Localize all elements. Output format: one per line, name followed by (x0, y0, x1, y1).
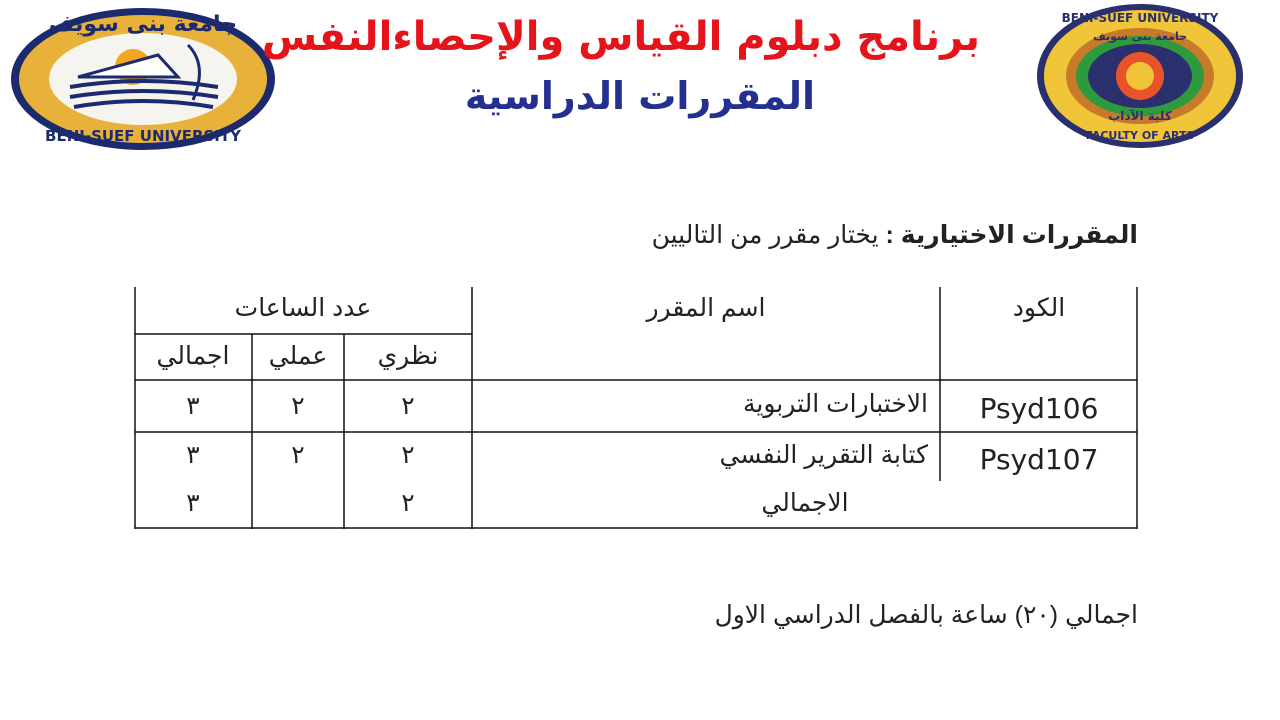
program-title: برنامج دبلوم القياس والإحصاءالنفس (261, 14, 980, 60)
header-theory: نظري (377, 342, 439, 370)
row-2-theory: ٢ (401, 441, 415, 469)
row-2-total: ٣ (186, 441, 200, 469)
row-1-theory: ٢ (401, 392, 415, 420)
faculty-of-arts-logo (1036, 2, 1244, 150)
elective-courses-heading (652, 220, 1138, 250)
svg-text:كلية الآداب: كلية الآداب (1108, 109, 1172, 123)
row-2-code: Psyd107 (979, 443, 1099, 476)
row-2-practical: ٢ (291, 441, 305, 469)
svg-text:BENI-SUEF UNIVERSITY: BENI-SUEF UNIVERSITY (45, 127, 241, 145)
elective-label: المقررات الاختيارية : (885, 221, 1138, 249)
svg-text:جامعة بنى سويف: جامعة بنى سويف (1092, 30, 1188, 43)
totals-label: الاجمالي (761, 489, 849, 517)
elective-note: يختار مقرر من التاليين (651, 221, 879, 249)
totals-theory: ٢ (401, 489, 415, 517)
courses-subtitle: المقررات الدراسية (464, 74, 816, 118)
totals-total: ٣ (186, 489, 200, 517)
semester-total-hours: اجمالي (٢٠) ساعة بالفصل الدراسي الاول (714, 601, 1138, 629)
row-1-code: Psyd106 (979, 392, 1099, 425)
svg-text:FACULTY OF ARTS: FACULTY OF ARTS (1085, 129, 1195, 142)
header-total: اجمالي (156, 342, 230, 370)
svg-text:جامعة بنى سويف: جامعة بنى سويف (48, 12, 238, 37)
courses-table (134, 287, 1138, 529)
header-code: الكود (1012, 294, 1066, 322)
row-1-practical: ٢ (291, 392, 305, 420)
header-hours: عدد الساعات (234, 294, 372, 322)
header-course-name: اسم المقرر (646, 294, 766, 322)
row-1-course-name: الاختبارات التربوية (743, 390, 928, 418)
svg-text:BENI-SUEF UNIVERSITY: BENI-SUEF UNIVERSITY (1061, 11, 1219, 25)
row-2-course-name: كتابة التقرير النفسي (719, 441, 928, 469)
beni-suef-university-logo (8, 5, 278, 153)
header-practical: عملي (268, 342, 328, 370)
row-1-total: ٣ (186, 392, 200, 420)
